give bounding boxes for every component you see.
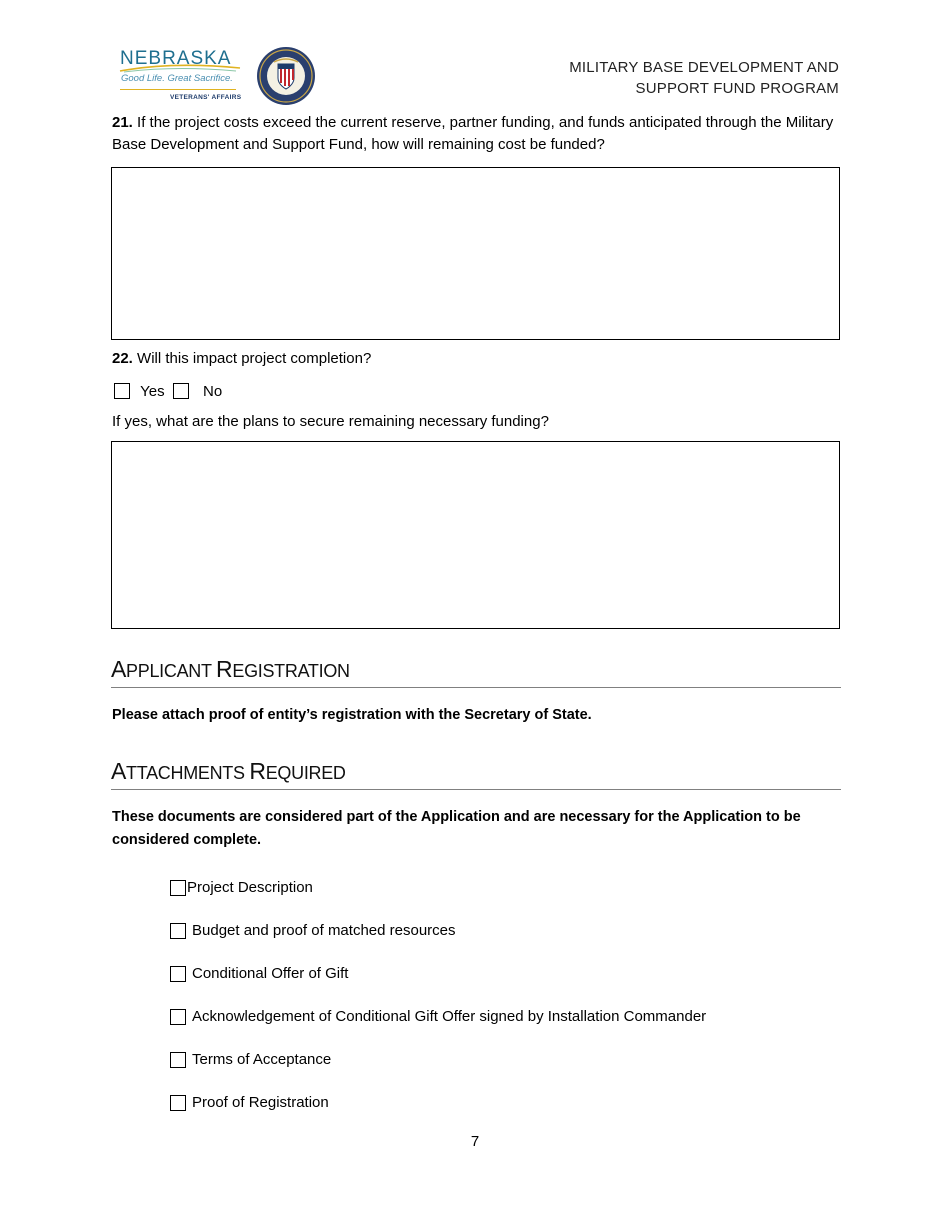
attachment-label: Terms of Acceptance <box>192 1051 332 1068</box>
question-22-followup: If yes, what are the plans to secure remaining necessary funding? <box>112 413 549 430</box>
attachments-checklist <box>170 866 850 1124</box>
page-number: 7 <box>470 1133 480 1150</box>
question-22-options <box>114 382 222 400</box>
yes-label: Yes <box>140 382 165 400</box>
program-title-line-1: MILITARY BASE DEVELOPMENT AND <box>569 59 839 76</box>
attachment-checkbox[interactable] <box>170 1052 186 1068</box>
registration-note: Please attach proof of entity’s registration with the Secretary of State. <box>112 707 592 723</box>
logo-department: VETERANS' AFFAIRS <box>170 94 242 101</box>
nebraska-veterans-affairs-logo <box>118 44 318 108</box>
program-title-line-2: SUPPORT FUND PROGRAM <box>635 80 839 97</box>
attachment-label: Acknowledgement of Conditional Gift Offer signed by Installation Commander <box>192 1008 707 1025</box>
question-21-answer-box[interactable] <box>111 167 840 340</box>
attachment-label: Budget and proof of matched resources <box>192 922 456 939</box>
state-seal-icon <box>256 46 316 106</box>
attachment-item <box>170 952 850 995</box>
attachment-item <box>170 995 850 1038</box>
logo-wordmark: NEBRASKA <box>120 48 232 69</box>
program-title <box>569 57 839 99</box>
attachment-item <box>170 1081 850 1124</box>
yes-checkbox[interactable] <box>114 383 130 399</box>
attachments-required-heading: ATTACHMENTS REQUIRED <box>111 758 841 790</box>
attachment-checkbox[interactable] <box>170 923 186 939</box>
logo-divider <box>120 89 236 90</box>
applicant-registration-heading: APPLICANT REGISTRATION <box>111 656 841 688</box>
logo-tagline: Good Life. Great Sacrifice. <box>121 73 233 84</box>
question-22-text: Will this impact project completion? <box>137 350 372 367</box>
question-22-answer-box[interactable] <box>111 441 840 629</box>
no-checkbox[interactable] <box>173 383 189 399</box>
attachment-checkbox[interactable] <box>170 880 186 896</box>
attachment-item <box>170 1038 850 1081</box>
attachments-note: These documents are considered part of the Application and are necessary for the Application to be considered complete. <box>112 809 801 848</box>
question-22-number: 22. <box>112 350 133 367</box>
attachment-label: Proof of Registration <box>192 1094 329 1111</box>
question-21-text: If the project costs exceed the current reserve, partner funding, and funds anticipated through the Military Base Development and Support Fund, how will remaining cost be funded? <box>112 114 834 153</box>
attachment-item <box>170 866 850 909</box>
attachment-item <box>170 909 850 952</box>
attachment-label: Conditional Offer of Gift <box>192 965 349 982</box>
question-22 <box>112 348 842 370</box>
attachment-checkbox[interactable] <box>170 966 186 982</box>
attachment-checkbox[interactable] <box>170 1009 186 1025</box>
no-label: No <box>203 382 223 400</box>
question-21-number: 21. <box>112 114 133 131</box>
attachment-checkbox[interactable] <box>170 1095 186 1111</box>
question-21 <box>112 112 842 156</box>
attachment-label: Project Description <box>187 879 313 896</box>
